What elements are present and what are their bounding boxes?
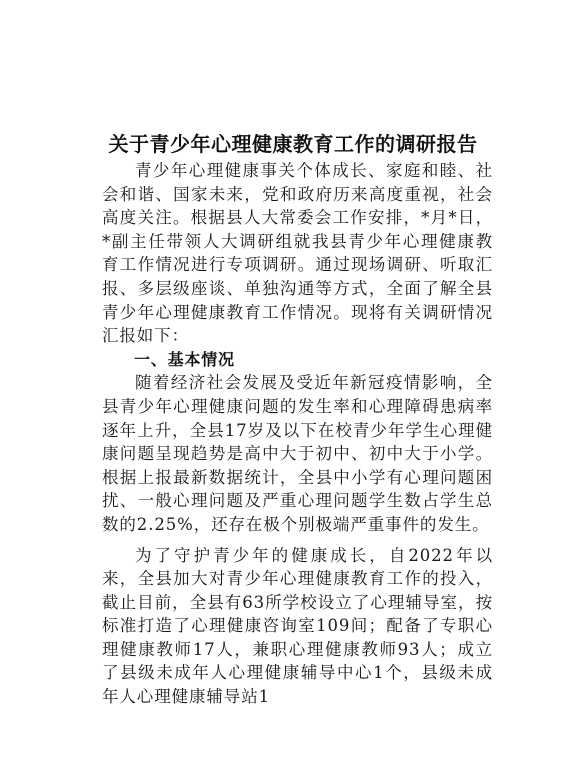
document-body — [102, 159, 493, 709]
paragraph-gap — [102, 537, 493, 544]
section-heading-basic-situation: 一、基本情况 — [134, 349, 235, 369]
document-title: 关于青少年心理健康教育工作的调研报告 — [108, 132, 478, 156]
intro-paragraph: 青少年心理健康事关个体成长、家庭和睦、社会和谐、国家未来，党和政府历来高度重视，社会高度关注。根据县人大常委会工作安排，*月*日，*副主任带领人大调研组就我县青少年心理健康教育工作情况进行专项调研。通过现场调研、听取汇报、多层级座谈、单独沟通等方式，全面了解全县青少年心理健康教育工作情况。现将有关调研情况汇报如下： — [102, 161, 493, 346]
section1-paragraph-2: 为了守护青少年的健康成长，自2022年以来，全县加大对青少年心理健康教育工作的投入，截止目前，全县有63所学校设立了心理辅导室，按标准打造了心理健康咨询室109间；配备了专职心理健康教师17人，兼职心理健康教师93人；成立了县级未成年人心理健康辅导中心1个，县级未成年人心理健康辅导站1 — [102, 545, 493, 707]
section1-paragraph-1: 随着经济社会发展及受近年新冠疫情影响，全县青少年心理健康问题的发生率和心理障碍患病率逐年上升，全县17岁及以下在校青少年学生心理健康问题呈现趋势是高中大于初中、初中大于小学。根据上报最新数据统计，全县中小学有心理问题困扰、一般心理问题及严重心理问题学生数占学生总数的2.25%，还存在极个别极端严重事件的发生。 — [102, 373, 493, 534]
